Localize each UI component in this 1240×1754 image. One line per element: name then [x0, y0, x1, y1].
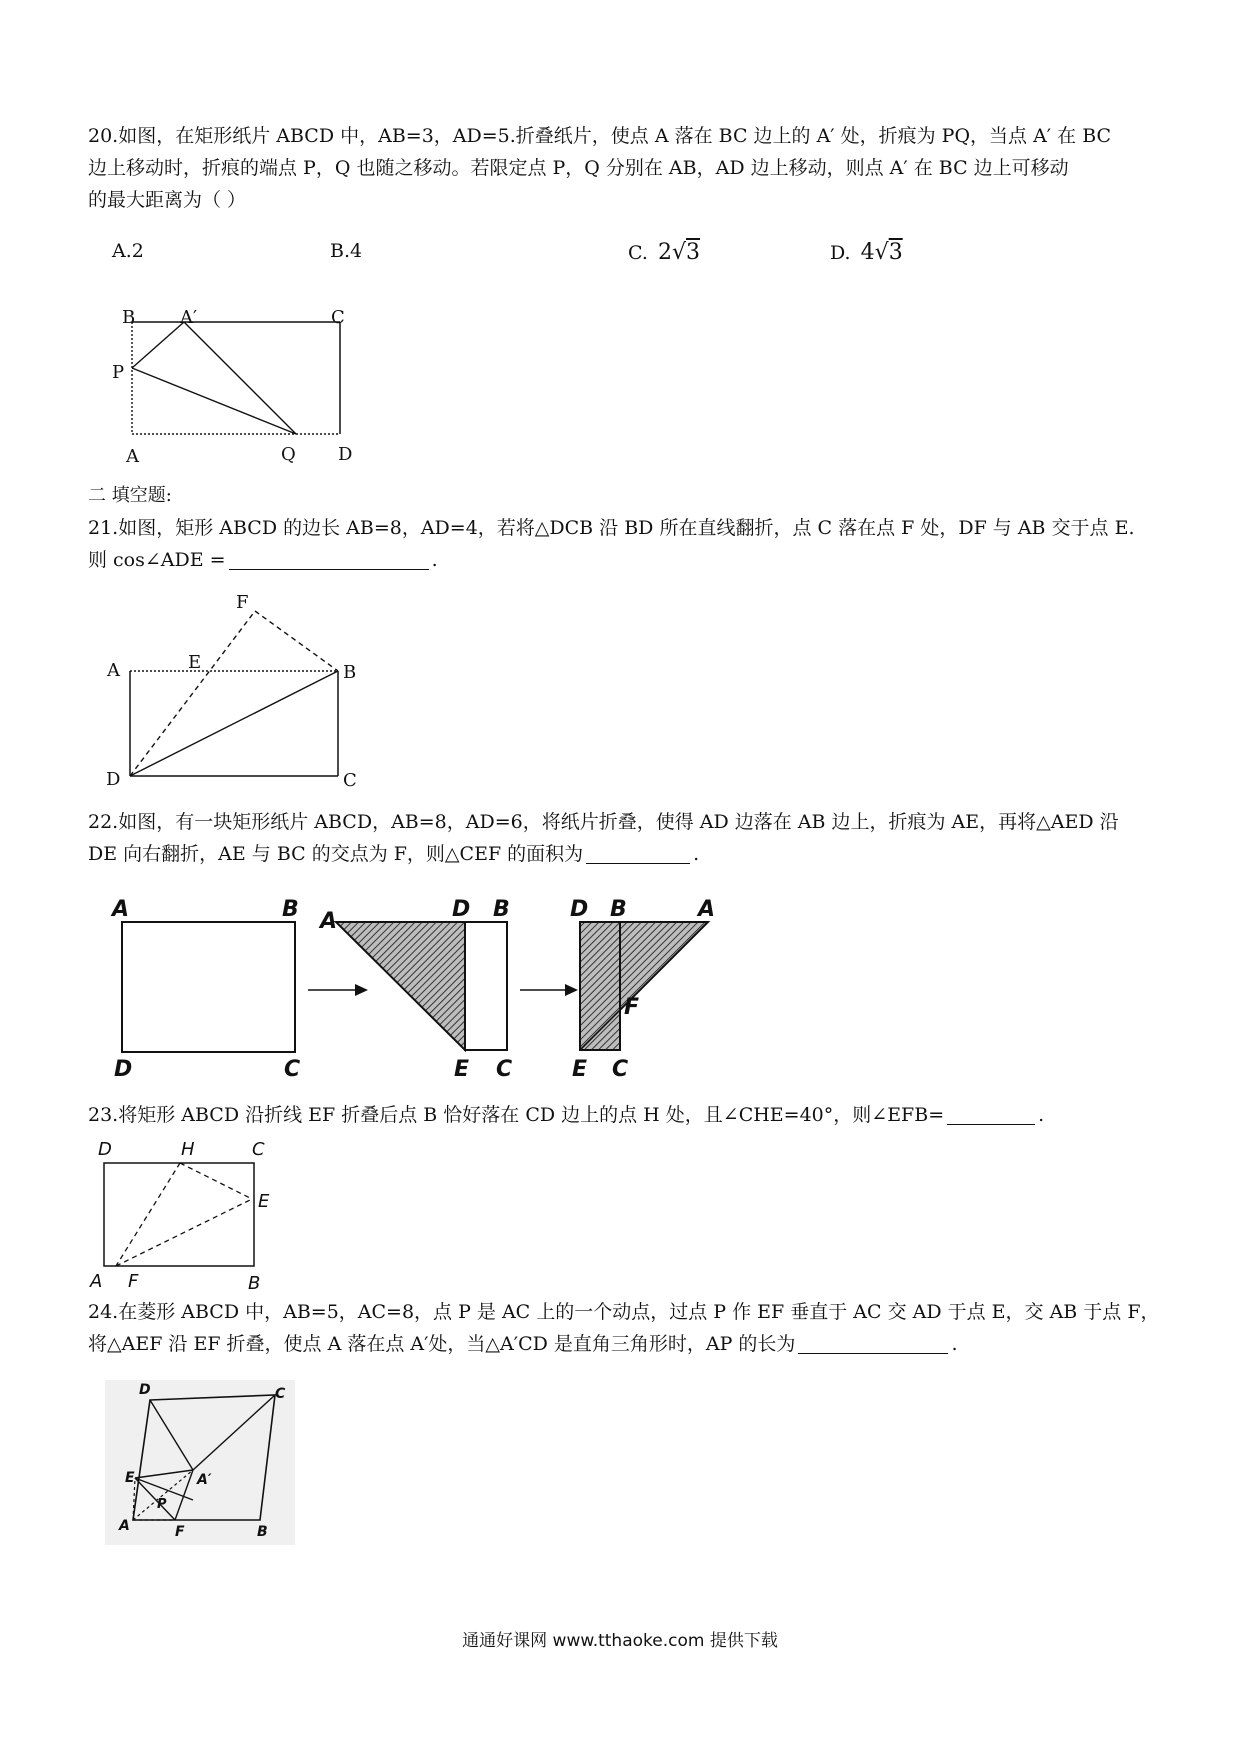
- q20-option-d-radicand: 3: [888, 240, 903, 265]
- q22-figure: [100, 890, 740, 1080]
- q23-label-a: A: [90, 1271, 103, 1292]
- q20-figure: [100, 290, 360, 470]
- q24-figure: [105, 1380, 305, 1550]
- q22-fig2-label-d: D: [452, 897, 471, 922]
- q24-text-line-2: [88, 1329, 957, 1359]
- q21-text-line-2: [88, 545, 438, 575]
- page-footer: 通通好课网 www.tthaoke.com 提供下载: [462, 1631, 778, 1651]
- q22-fig2-label-e: E: [454, 1057, 470, 1082]
- q24-label-e: E: [125, 1470, 135, 1486]
- q24-answer-blank[interactable]: [798, 1333, 948, 1354]
- q24-label-p: P: [157, 1497, 167, 1512]
- q24-label-a-prime: A′: [197, 1472, 212, 1488]
- q23-label-e: E: [258, 1191, 270, 1212]
- q24-label-f: F: [175, 1524, 185, 1540]
- q22-text-line-2: [88, 839, 699, 869]
- sqrt-icon: √: [874, 240, 889, 265]
- q22-answer-blank[interactable]: [586, 843, 690, 864]
- q22-fig2-label-a: A: [320, 909, 338, 934]
- q20-text-line-2: 边上移动时，折痕的端点 P，Q 也随之移动。若限定点 P，Q 分别在 AB，AD 边上移动，则点 A′ 在 BC 边上可移动: [88, 157, 1069, 179]
- q20-option-d: [830, 240, 903, 265]
- q22-end-period: .: [693, 843, 700, 865]
- q20-label-d: D: [338, 444, 353, 465]
- q21-figure: [100, 590, 380, 790]
- q22-fig1-label-b: B: [282, 897, 299, 922]
- q21-label-e: E: [188, 652, 202, 673]
- q20-option-c: [628, 240, 700, 265]
- q21-answer-blank[interactable]: [229, 549, 429, 570]
- q20-label-q: Q: [281, 444, 296, 465]
- q24-label-a: A: [119, 1518, 130, 1534]
- q23-prompt: 23.将矩形 ABCD 沿折线 EF 折叠后点 B 恰好落在 CD 边上的点 H 处，且∠CHE=40°，则∠EFB=: [88, 1104, 945, 1126]
- q22-fig1-label-d: D: [114, 1057, 133, 1082]
- q21-end-period: .: [431, 549, 438, 571]
- q22-fig2-label-b: B: [493, 897, 510, 922]
- q23-label-b: B: [248, 1273, 261, 1294]
- q22-fig3-label-a: A: [698, 897, 716, 922]
- q23-label-h: H: [181, 1139, 195, 1160]
- q22-fig3-label-c: C: [612, 1057, 629, 1082]
- q22-fig3-label-b: B: [610, 897, 627, 922]
- sqrt-icon: √: [671, 240, 686, 265]
- q24-label-d: D: [139, 1382, 151, 1398]
- q20-option-c-radicand: 3: [685, 240, 700, 265]
- q24-text-line-1: 24.在菱形 ABCD 中，AB=5，AC=8，点 P 是 AC 上的一个动点，过点 P 作 EF 垂直于 AC 交 AD 于点 E，交 AB 于点 F，: [88, 1301, 1160, 1323]
- q21-prompt: 则 cos∠ADE =: [88, 549, 226, 571]
- q22-fig1-label-c: C: [284, 1057, 301, 1082]
- q23-answer-blank[interactable]: [947, 1104, 1035, 1125]
- q21-label-f: F: [236, 592, 249, 613]
- q21-label-a: A: [107, 660, 120, 681]
- q22-text-line-1: 22.如图，有一块矩形纸片 ABCD，AB=8，AD=6，将纸片折叠，使得 AD 边落在 AB 边上，折痕为 AE，再将△AED 沿: [88, 811, 1119, 833]
- q20-option-a: A.2: [112, 240, 144, 262]
- q24-prompt: 将△AEF 沿 EF 折叠，使点 A 落在点 A′处，当△A′CD 是直角三角形时，AP 的长为: [88, 1333, 796, 1355]
- q20-label-p: P: [112, 362, 125, 383]
- q20-option-c-label: C.: [628, 242, 648, 264]
- q24-end-period: .: [951, 1333, 958, 1355]
- section-2-title: 二 填空题:: [88, 485, 172, 506]
- q20-option-c-coef: 2: [657, 240, 672, 265]
- q21-label-c: C: [343, 770, 357, 791]
- q24-label-b: B: [257, 1524, 268, 1540]
- q21-label-d: D: [106, 769, 121, 790]
- q22-fig1-label-a: A: [112, 897, 130, 922]
- q22-fig2-label-c: C: [496, 1057, 513, 1082]
- q23-label-d: D: [98, 1139, 112, 1160]
- q20-option-d-coef: 4: [860, 240, 875, 265]
- q23-label-f: F: [128, 1271, 139, 1292]
- q20-option-d-label: D.: [830, 242, 851, 264]
- q20-text-line-1: 20.如图，在矩形纸片 ABCD 中，AB=3，AD=5.折叠纸片，使点 A 落在 BC 边上的 A′ 处，折痕为 PQ，当点 A′ 在 BC: [88, 125, 1112, 147]
- q22-fig3-label-f: F: [624, 995, 640, 1020]
- q23-figure: [90, 1135, 290, 1295]
- q20-label-b: B: [122, 307, 136, 328]
- q20-text-line-3: 的最大距离为（ ）: [88, 189, 247, 211]
- q23-label-c: C: [252, 1139, 265, 1160]
- q21-text-line-1: 21.如图，矩形 ABCD 的边长 AB=8，AD=4，若将△DCB 沿 BD 所在直线翻折，点 C 落在点 F 处，DF 与 AB 交于点 E.: [88, 517, 1135, 539]
- q20-label-c: C: [331, 307, 345, 328]
- q24-label-c: C: [275, 1386, 286, 1402]
- q23-end-period: .: [1038, 1104, 1045, 1126]
- q20-option-b: B.4: [330, 240, 363, 262]
- q22-fig3-label-e: E: [572, 1057, 588, 1082]
- q22-prompt: DE 向右翻折，AE 与 BC 的交点为 F，则△CEF 的面积为: [88, 843, 584, 865]
- q20-label-a-prime: A′: [180, 307, 198, 328]
- q21-label-b: B: [343, 662, 357, 683]
- q20-label-a: A: [126, 446, 139, 467]
- q22-fig3-label-d: D: [570, 897, 589, 922]
- q23-text-line-1: [88, 1100, 1044, 1130]
